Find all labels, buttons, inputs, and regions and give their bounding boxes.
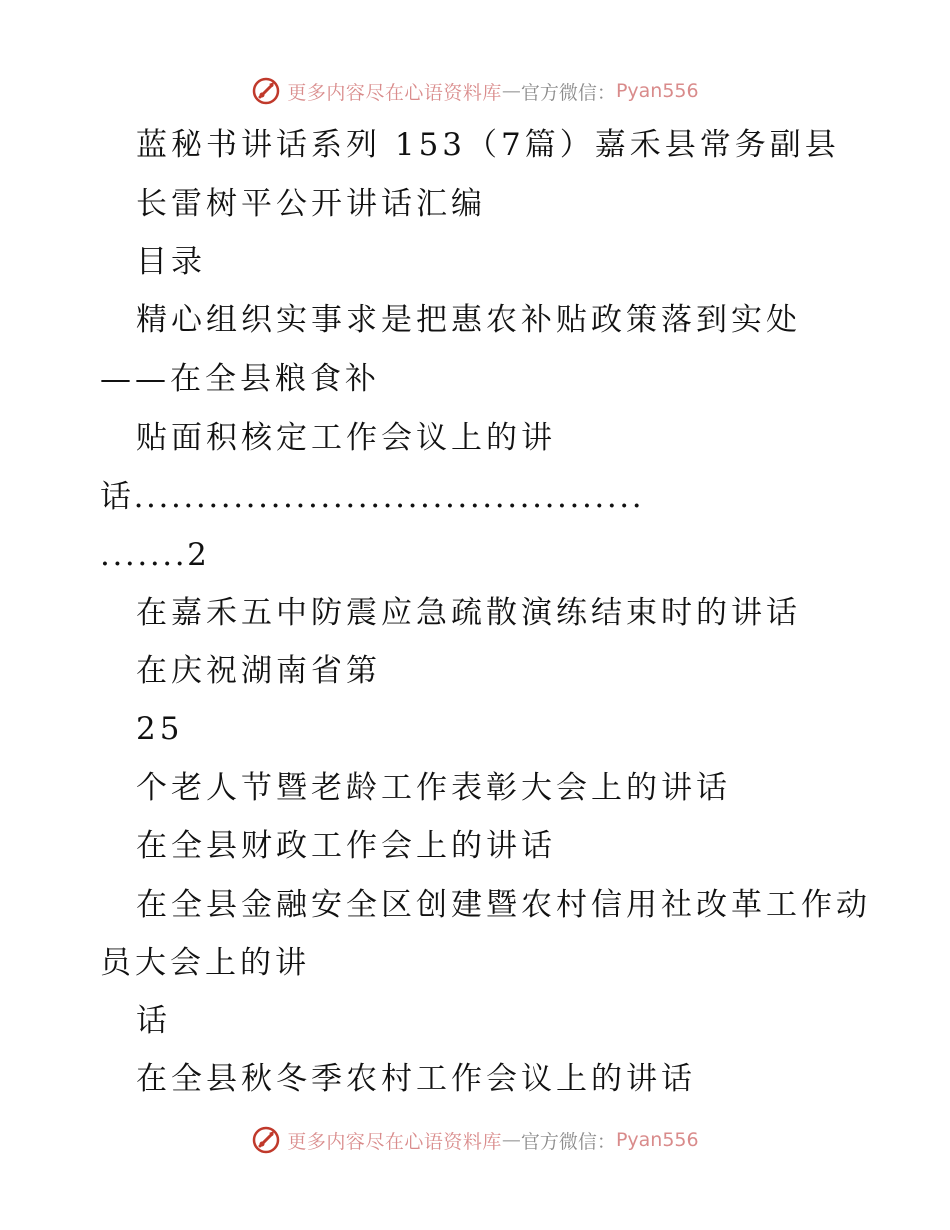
toc-entry: 在全县金融安全区创建暨农村信用社改革工作动 (136, 887, 871, 923)
footer-banner (0, 1120, 950, 1160)
toc-entry-page-number: .......2 (100, 537, 210, 573)
header-banner-separator: — (501, 80, 521, 102)
toc-entry-dot-leader: 话......................................... (100, 479, 645, 515)
header-banner-label: 官方微信： (520, 81, 616, 104)
header-banner-text: 更多内容尽在心语资料库 (287, 81, 502, 104)
toc-entry: 个老人节暨老龄工作表彰大会上的讲话 (136, 770, 731, 806)
toc-entry: 在全县秋冬季农村工作会议上的讲话 (136, 1061, 696, 1097)
footer-banner-label: 官方微信： (520, 1130, 616, 1153)
red-seal-logo-icon (251, 1125, 281, 1155)
toc-entry: 在全县财政工作会上的讲话 (136, 828, 556, 864)
toc-entry: 话 (136, 1003, 171, 1039)
toc-entry: 精心组织实事求是把惠农补贴政策落到实处 (136, 302, 801, 338)
footer-banner-separator: — (501, 1129, 521, 1151)
toc-entry: 在嘉禾五中防震应急疏散演练结束时的讲话 (136, 595, 801, 631)
header-banner-handle: Pyan556 (615, 80, 699, 102)
document-title-line-1: 蓝秘书讲话系列 153（7篇）嘉禾县常务副县 (136, 127, 840, 163)
toc-entry: 在庆祝湖南省第 (136, 653, 381, 689)
document-title-line-2: 长雷树平公开讲话汇编 (136, 186, 486, 222)
toc-heading: 目录 (136, 244, 206, 280)
toc-entry: 25 (136, 711, 184, 747)
toc-entry: 贴面积核定工作会议上的讲 (136, 420, 556, 456)
footer-banner-handle: Pyan556 (615, 1129, 699, 1151)
toc-entry: 员大会上的讲 (100, 945, 310, 981)
footer-banner-text: 更多内容尽在心语资料库 (287, 1130, 502, 1153)
toc-entry: ——在全县粮食补 (100, 361, 380, 397)
